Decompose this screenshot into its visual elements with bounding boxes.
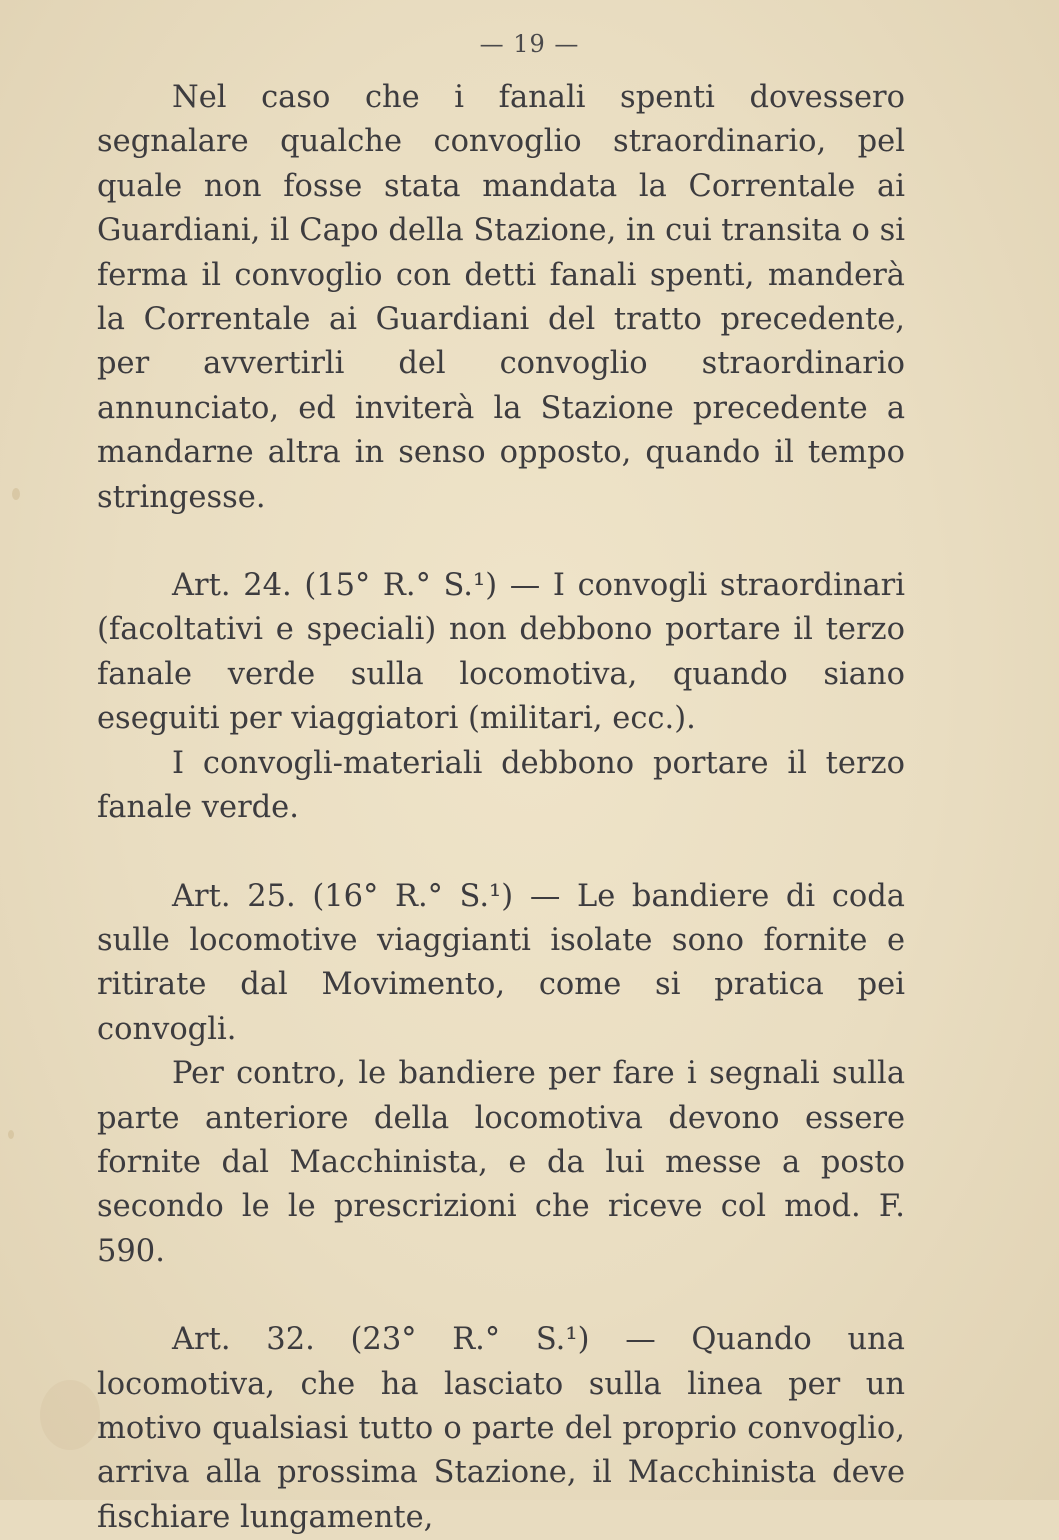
body-text — [97, 76, 905, 1540]
paper-stain — [8, 1130, 14, 1139]
paragraph-art-25: Art. 25. (16° R.° S.¹) — Le bandiere di coda sulle locomotive viaggianti isolate sono fornite e ritirate dal Movimento, come si pratica pei convogli. — [97, 878, 905, 1047]
paper-stain — [40, 1380, 100, 1450]
paragraph-fanali-spenti: Nel caso che i fanali spenti dovessero segnalare qualche convoglio straordinario, pel quale non fosse stata mandata la Correntale ai Guardiani, il Capo della Stazione, in cui transita o si ferma il convoglio con detti fanali spenti, manderà la Correntale ai Guardiani del tratto precedente, per avvertirli del convoglio straordinario annunciato, ed inviterà la Stazione precedente a mandarne altra in senso opposto, quando il tempo stringesse. — [97, 80, 905, 515]
paragraph-bandiere-anteriori: Per contro, le bandiere per fare i segnali sulla parte anteriore della locomotiva devono essere fornite dal Macchinista, e da lui messe a posto secondo le le prescrizioni che riceve col mod. F. 590. — [97, 1056, 905, 1269]
paragraph-art-24: Art. 24. (15° R.° S.¹) — I convogli straordinari (facoltativi e speciali) non debbono portare il terzo fanale verde sulla locomotiva, quando siano eseguiti per viaggiatori (militari, ecc.). — [97, 568, 905, 737]
paragraph-convogli-materiali: I convogli-materiali debbono portare il terzo fanale verde. — [97, 745, 905, 826]
paragraph-art-32: Art. 32. (23° R.° S.¹) — Quando una locomotiva, che ha lasciato sulla linea per un motivo qualsiasi tutto o parte del proprio convoglio, arriva alla prossima Stazione, il Macchinista deve fischiare lungamente, — [97, 1322, 905, 1535]
paper-stain — [12, 488, 20, 500]
page-number: — 19 — — [479, 30, 580, 58]
